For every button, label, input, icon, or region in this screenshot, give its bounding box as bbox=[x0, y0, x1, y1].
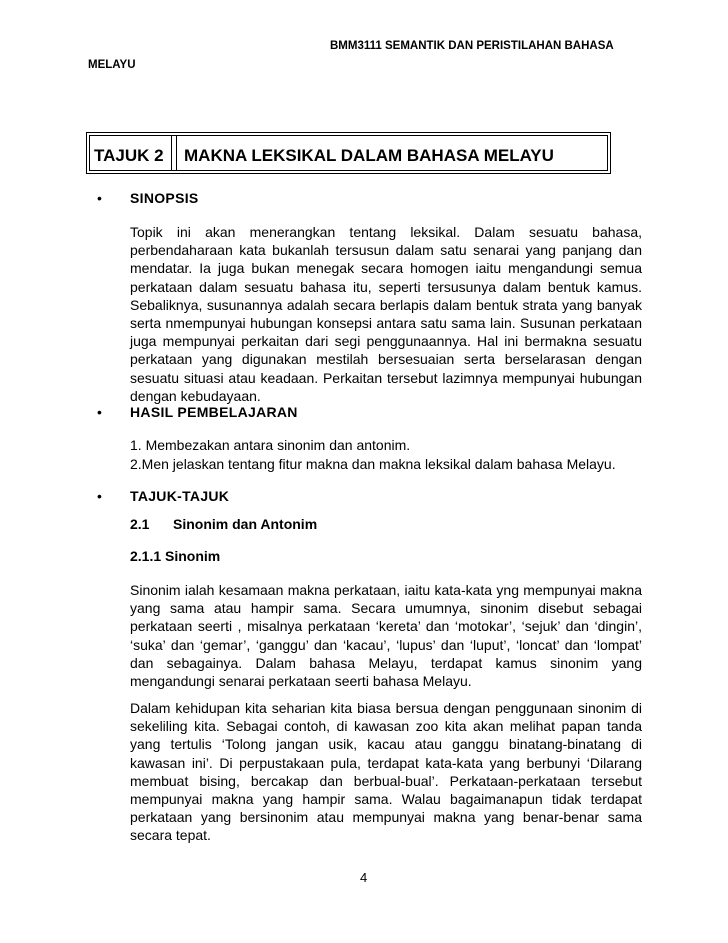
bullet-icon: • bbox=[97, 404, 102, 420]
topic-cell-divider bbox=[176, 136, 177, 170]
bullet-icon: • bbox=[97, 488, 102, 504]
sinonim-paragraph-2: Dalam kehidupan kita seharian kita biasa bersua dengan penggunaan sinonim di sekeliling kita. Sebagai contoh, di kawasan zoo kita akan melihat papan tanda yang tertulis ‘Tolong jangan usik, kacau atau ganggu binatang-binatang di kawasan ini’. Di perpustakaan pula, terdapat kata-kata yang berbunyi ‘Dilarang membuat bising, bercakap dan berbual-bual’. Perkataan-perkataan tersebut mempunyai makna yang hampir sama. Walau bagaimanapun tidak terdapat perkataan yang bersinonim atau mempunyai makna yang benar-benar sama secara tepat. bbox=[130, 700, 642, 844]
section-heading-hasil: HASIL PEMBELAJARAN bbox=[130, 404, 298, 420]
bullet-icon: • bbox=[97, 190, 102, 206]
subsection-number: 2.1 bbox=[130, 516, 150, 532]
running-header-course-cont: MELAYU bbox=[88, 59, 136, 71]
topic-number: TAJUK 2 bbox=[94, 146, 164, 165]
sinopsis-paragraph: Topik ini akan menerangkan tentang leksikal. Dalam sesuatu bahasa, perbendaharaan kata bukanlah tersusun dalam satu senarai yang panjang dan mendatar. Ia juga bukan menegak secara homogen iaitu mengandungi semua perkataan dalam sesuatu bahasa itu, seperti tersusunya dalam bentuk kamus. Sebaliknya, susunannya adalah secara berlapis dalam bentuk strata yang banyak serta nmempunyai hubungan konsepsi antara satu sama lain. Susunan perkataan juga mempunyai perkaitan dari segi penggunaannya. Hal ini bermakna sesuatu perkataan yang digunakan mestilah bersesuaian serta berselarasan dengan sesuatu situasi atau keadaan. Perkaitan tersebut lazimnya mempunyai hubungan dengan kebudayaan. bbox=[130, 224, 642, 404]
learning-outcome-2: 2.Men jelaskan tentang fitur makna dan makna leksikal dalam bahasa Melayu. bbox=[130, 456, 616, 472]
topic-title: MAKNA LEKSIKAL DALAM BAHASA MELAYU bbox=[184, 146, 554, 165]
running-header-course: BMM3111 SEMANTIK DAN PERISTILAHAN BAHASA bbox=[330, 40, 614, 52]
topic-title-inner-border bbox=[89, 135, 608, 171]
section-heading-sinopsis: SINOPSIS bbox=[130, 190, 199, 206]
section-heading-tajuk: TAJUK-TAJUK bbox=[130, 488, 230, 504]
subsubsection-title: 2.1.1 Sinonim bbox=[130, 548, 221, 564]
subsection-title: Sinonim dan Antonim bbox=[173, 516, 318, 532]
page-number: 4 bbox=[360, 870, 368, 885]
learning-outcome-1: 1. Membezakan antara sinonim dan antonim. bbox=[130, 437, 411, 453]
sinonim-paragraph-1: Sinonim ialah kesamaan makna perkataan, iaitu kata-kata yng mempunyai makna yang sama atau hampir sama. Secara umumnya, sinonim disebut sebagai perkataan seerti , misalnya perkataan ‘kereta’ dan ‘motokar’, ‘sejuk’ dan ‘dingin’, ‘suka’ dan ‘gemar’, ‘ganggu’ dan ‘kacau’, ‘lupus’ dan ‘luput’, ‘loncat’ dan ‘lompat’ dan sebagainya. Dalam bahasa Melayu, terdapat kamus sinonim yang mengandungi senarai perkataan seerti bahasa Melayu. bbox=[130, 582, 642, 690]
topic-title-box bbox=[86, 132, 611, 174]
